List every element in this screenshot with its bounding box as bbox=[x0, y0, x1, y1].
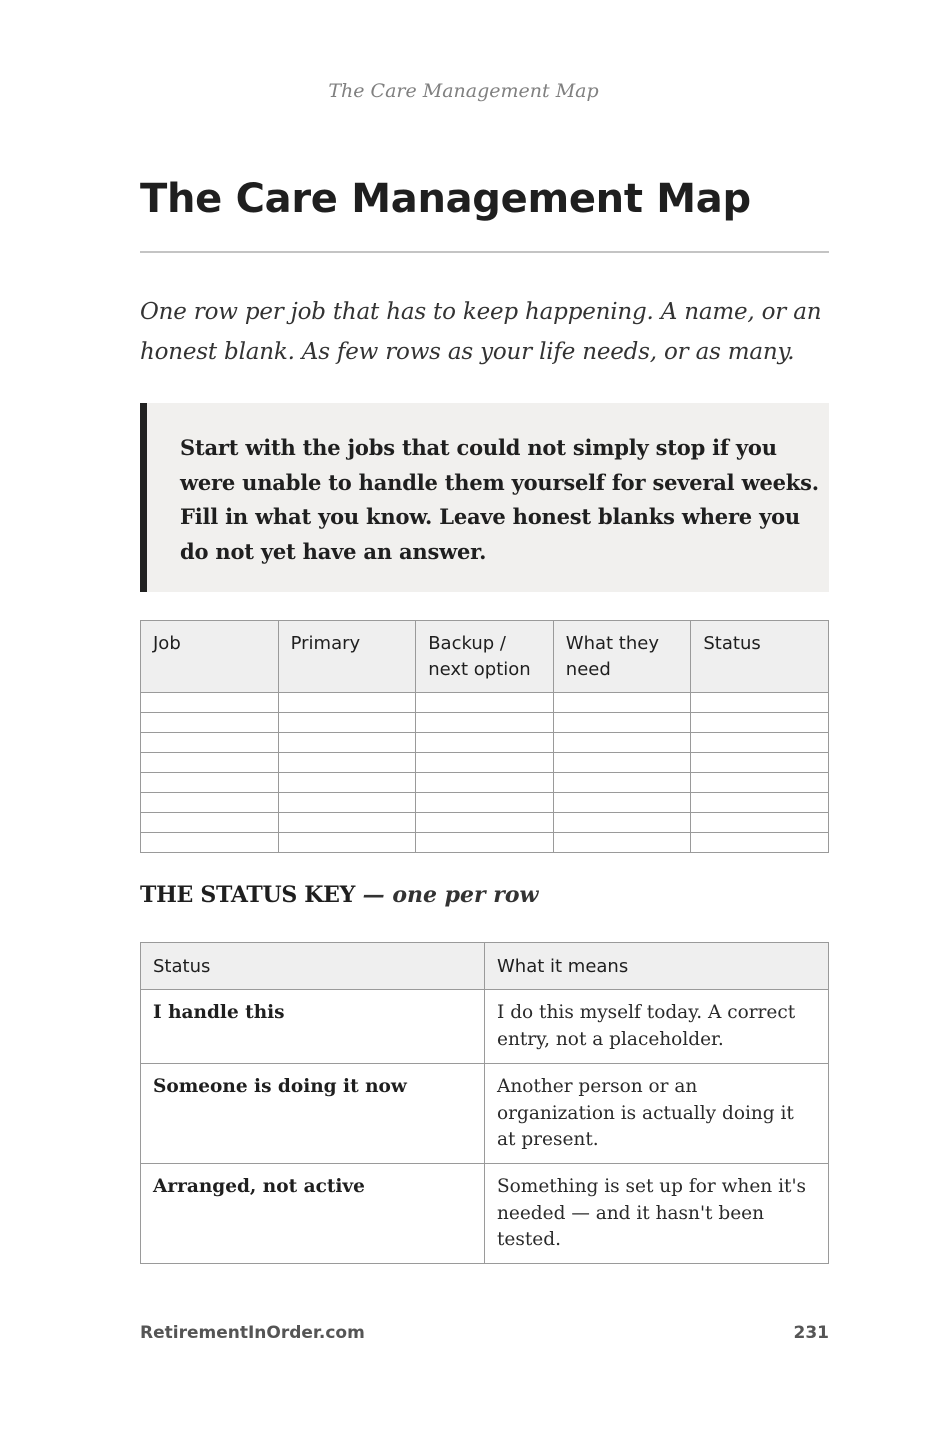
blank-cell bbox=[553, 813, 691, 833]
status-key-table bbox=[140, 942, 829, 1264]
blank-cell bbox=[141, 773, 279, 793]
blank-cell bbox=[691, 793, 829, 813]
blank-cell bbox=[416, 693, 554, 713]
column-header-backup: Backup / next option bbox=[416, 621, 554, 693]
care-map-header-row bbox=[141, 621, 829, 693]
column-header-job: Job bbox=[141, 621, 279, 693]
page-title: The Care Management Map bbox=[140, 176, 751, 222]
table-row bbox=[141, 693, 829, 713]
column-header-meaning: What it means bbox=[485, 943, 829, 990]
page-number: 231 bbox=[793, 1323, 829, 1343]
blank-cell bbox=[141, 833, 279, 853]
blank-cell bbox=[691, 733, 829, 753]
blank-cell bbox=[553, 773, 691, 793]
table-row bbox=[141, 713, 829, 733]
blank-cell bbox=[278, 833, 416, 853]
blank-cell bbox=[278, 753, 416, 773]
blank-cell bbox=[691, 693, 829, 713]
blank-cell bbox=[278, 713, 416, 733]
table-row bbox=[141, 1164, 829, 1264]
status-key-title: THE STATUS KEY bbox=[140, 882, 356, 908]
blank-cell bbox=[141, 713, 279, 733]
column-header-primary: Primary bbox=[278, 621, 416, 693]
status-meaning: I do this myself today. A correct entry, not a placeholder. bbox=[485, 990, 829, 1064]
table-row bbox=[141, 773, 829, 793]
blank-cell bbox=[141, 733, 279, 753]
blank-cell bbox=[416, 753, 554, 773]
blank-cell bbox=[553, 833, 691, 853]
blank-cell bbox=[553, 693, 691, 713]
table-row bbox=[141, 990, 829, 1064]
blank-cell bbox=[416, 713, 554, 733]
intro-paragraph: One row per job that has to keep happening. A name, or an honest blank. As few rows as your life needs, or as many. bbox=[140, 299, 822, 365]
blank-cell bbox=[416, 793, 554, 813]
blank-cell bbox=[691, 773, 829, 793]
status-label: Someone is doing it now bbox=[141, 1064, 485, 1164]
table-row bbox=[141, 813, 829, 833]
blank-cell bbox=[278, 813, 416, 833]
table-row bbox=[141, 753, 829, 773]
blank-cell bbox=[278, 693, 416, 713]
status-meaning: Something is set up for when it's needed — and it hasn't been tested. bbox=[485, 1164, 829, 1264]
status-key-heading bbox=[140, 882, 539, 908]
table-row bbox=[141, 1064, 829, 1164]
status-meaning: Another person or an organization is actually doing it at present. bbox=[485, 1064, 829, 1164]
blank-cell bbox=[553, 753, 691, 773]
blank-cell bbox=[141, 693, 279, 713]
footer-site-name: RetirementInOrder.com bbox=[140, 1323, 365, 1343]
status-label: I handle this bbox=[141, 990, 485, 1064]
blank-cell bbox=[691, 753, 829, 773]
column-header-status: Status bbox=[141, 943, 485, 990]
blank-cell bbox=[691, 713, 829, 733]
running-head: The Care Management Map bbox=[328, 80, 599, 102]
callout-text: Start with the jobs that could not simply stop if you were unable to handle them yourself for several weeks. Fill in what you know. Leave honest blanks where you do not yet have an answer. bbox=[180, 435, 819, 564]
blank-cell bbox=[553, 793, 691, 813]
table-row bbox=[141, 733, 829, 753]
blank-cell bbox=[416, 773, 554, 793]
title-divider bbox=[140, 251, 829, 253]
column-header-status: Status bbox=[691, 621, 829, 693]
care-map-table bbox=[140, 620, 829, 853]
blank-cell bbox=[691, 813, 829, 833]
table-row bbox=[141, 833, 829, 853]
blank-cell bbox=[278, 733, 416, 753]
blank-cell bbox=[553, 733, 691, 753]
blank-cell bbox=[416, 733, 554, 753]
blank-cell bbox=[416, 813, 554, 833]
column-header-needs: What they need bbox=[553, 621, 691, 693]
blank-cell bbox=[141, 813, 279, 833]
blank-cell bbox=[691, 833, 829, 853]
blank-cell bbox=[141, 753, 279, 773]
status-key-subtitle: — one per row bbox=[355, 882, 539, 908]
blank-cell bbox=[278, 773, 416, 793]
status-label: Arranged, not active bbox=[141, 1164, 485, 1264]
callout-box bbox=[140, 403, 829, 592]
blank-cell bbox=[553, 713, 691, 733]
blank-cell bbox=[141, 793, 279, 813]
status-key-header-row bbox=[141, 943, 829, 990]
blank-cell bbox=[416, 833, 554, 853]
table-row bbox=[141, 793, 829, 813]
blank-cell bbox=[278, 793, 416, 813]
